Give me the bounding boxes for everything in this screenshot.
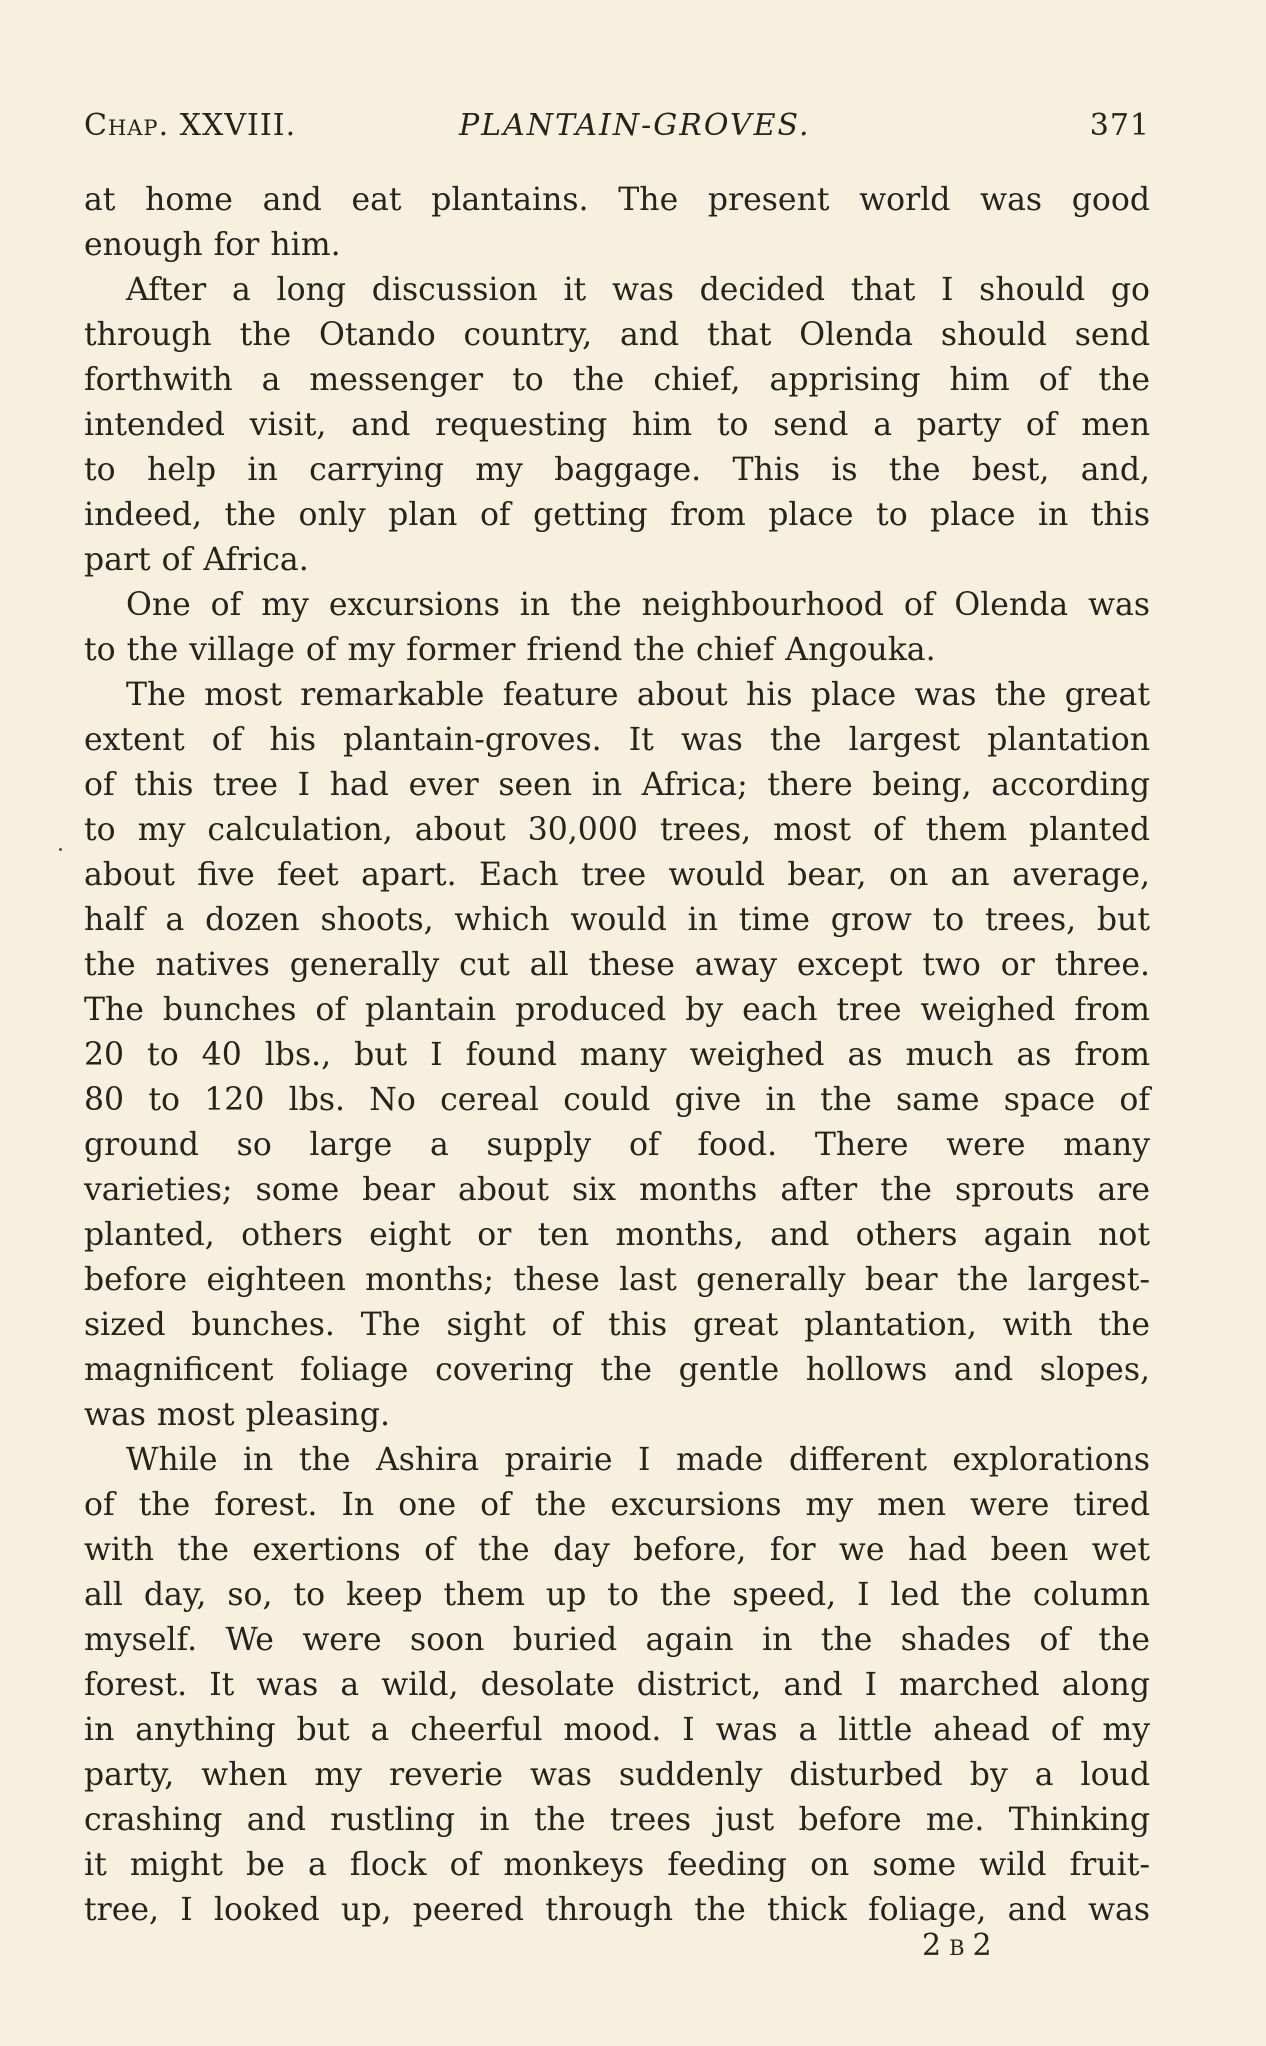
- text-line: half a dozen shoots, which would in time grow to trees, but: [84, 902, 1150, 938]
- text-line: myself. We were soon buried again in the shades of the: [84, 1622, 1150, 1658]
- text-line: extent of his plantain-groves. It was the largest plantation: [84, 722, 1150, 758]
- text-line: One of my excursions in the neighbourhood of Olenda was: [126, 587, 1150, 623]
- text-line: of the forest. In one of the excursions my men were tired: [84, 1487, 1150, 1523]
- text-line: of this tree I had ever seen in Africa; there being, according: [84, 767, 1150, 803]
- text-line: The most remarkable feature about his place was the great: [126, 677, 1150, 713]
- text-line: planted, others eight or ten months, and others again not: [84, 1217, 1150, 1253]
- text-line: intended visit, and requesting him to send a party of men: [84, 407, 1150, 443]
- text-line: crashing and rustling in the trees just before me. Thinking: [84, 1802, 1150, 1838]
- text-line: indeed, the only plan of getting from place to place in this: [84, 497, 1150, 533]
- signature-number: 2: [972, 1928, 1000, 1963]
- text-line: 80 to 120 lbs. No cereal could give in the same space of: [84, 1082, 1150, 1118]
- page-title: PLANTAIN-GROVES.: [459, 108, 811, 143]
- text-line: enough for him.: [84, 227, 341, 263]
- text-line: about five feet apart. Each tree would bear, on an average,: [84, 857, 1150, 893]
- text-line: party, when my reverie was suddenly disturbed by a loud: [84, 1757, 1150, 1793]
- text-line: was most pleasing.: [84, 1397, 390, 1433]
- text-line: The bunches of plantain produced by each tree weighed from: [84, 992, 1150, 1028]
- text-line: forthwith a messenger to the chief, apprising him of the: [84, 362, 1150, 398]
- text-line: the natives generally cut all these away except two or three.: [84, 947, 1150, 983]
- text-line: magnificent foliage covering the gentle hollows and slopes,: [84, 1352, 1150, 1388]
- signature-mark: [922, 1928, 1000, 1963]
- text-line: After a long discussion it was decided that I should go: [126, 272, 1150, 308]
- text-line: part of Africa.: [84, 542, 309, 578]
- text-line: all day, so, to keep them up to the speed, I led the column: [84, 1577, 1150, 1613]
- text-line: forest. It was a wild, desolate district, and I marched along: [84, 1667, 1150, 1703]
- text-line: at home and eat plantains. The present world was good: [84, 182, 1150, 218]
- text-line: 20 to 40 lbs., but I found many weighed as much as from: [84, 1037, 1150, 1073]
- text-line: in anything but a cheerful mood. I was a little ahead of my: [84, 1712, 1150, 1748]
- ink-speck: [59, 848, 62, 851]
- text-line: While in the Ashira prairie I made different explorations: [126, 1442, 1150, 1478]
- text-line: through the Otando country, and that Olenda should send: [84, 317, 1150, 353]
- text-line: with the exertions of the day before, for we had been wet: [84, 1532, 1150, 1568]
- text-line: before eighteen months; these last generally bear the largest-: [84, 1262, 1150, 1298]
- text-line: sized bunches. The sight of this great plantation, with the: [84, 1307, 1150, 1343]
- text-line: varieties; some bear about six months after the sprouts are: [84, 1172, 1150, 1208]
- running-head: [84, 108, 1150, 156]
- text-line: to help in carrying my baggage. This is the best, and,: [84, 452, 1150, 488]
- text-line: to my calculation, about 30,000 trees, most of them planted: [84, 812, 1150, 848]
- page-number: 371: [1089, 108, 1150, 143]
- signature-letter: B: [949, 1936, 973, 1960]
- text-line: ground so large a supply of food. There were many: [84, 1127, 1150, 1163]
- signature-number: 2: [922, 1928, 950, 1963]
- body-text: [84, 178, 1150, 1933]
- text-line: it might be a flock of monkeys feeding on some wild fruit-: [84, 1847, 1150, 1883]
- text-line: to the village of my former friend the chief Angouka.: [84, 632, 936, 668]
- text-line: tree, I looked up, peered through the thick foliage, and was: [84, 1892, 1150, 1928]
- chapter-label: Chap. XXVIII.: [84, 108, 297, 143]
